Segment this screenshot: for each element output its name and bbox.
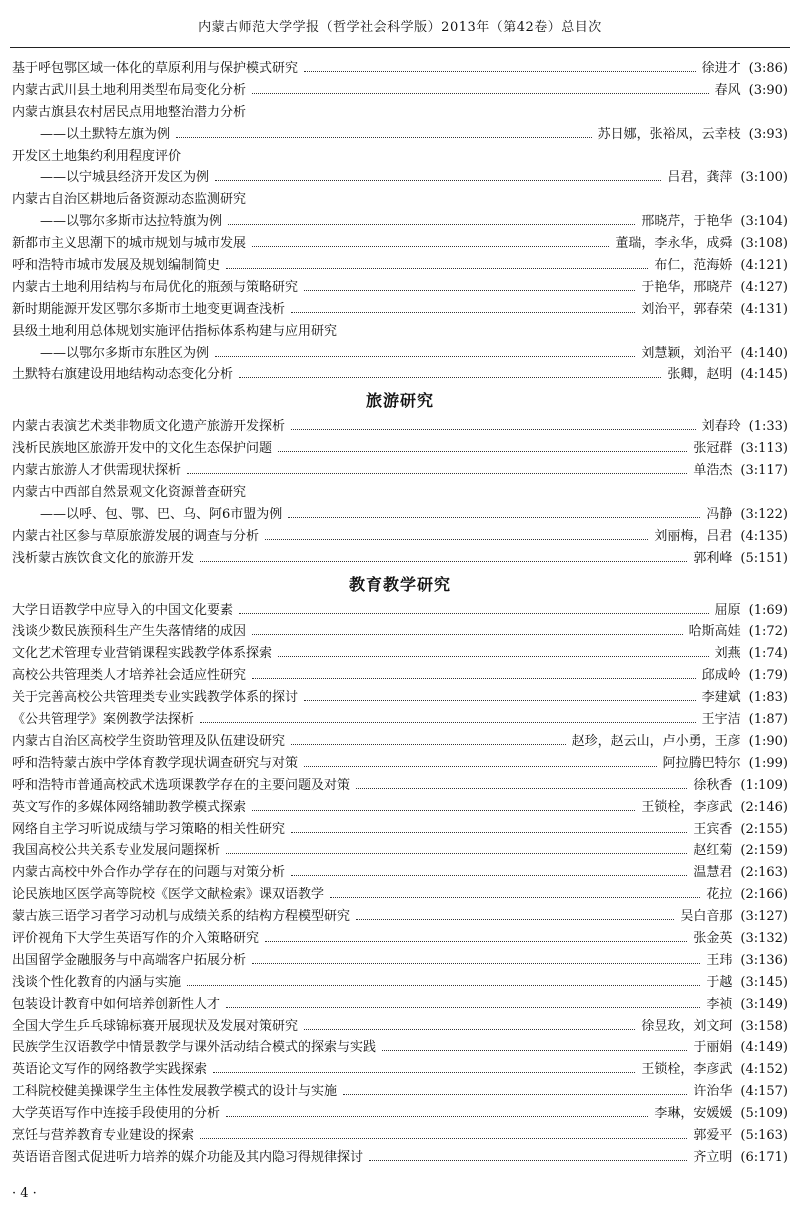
dot-leader	[213, 1064, 635, 1073]
toc-entry-authors: 温慧君	[693, 865, 733, 881]
toc-entry	[12, 416, 788, 438]
toc-entry-title: 基于呼包鄂区域一体化的草原利用与保护模式研究	[12, 61, 299, 76]
toc-entry-authors: 徐秋香	[693, 777, 733, 793]
toc-entry-authors: 布仁，范海娇	[654, 258, 733, 274]
toc-entry-authors: 刘燕	[714, 646, 741, 662]
dot-leader	[291, 304, 635, 313]
toc-entry-issue-page: (3:104)	[740, 214, 788, 230]
dot-leader	[382, 1042, 687, 1051]
toc-entry-title: 浅析蒙古族饮食文化的旅游开发	[12, 550, 195, 566]
toc-entry-title: 内蒙古表演艺术类非物质文化遗产旅游开发探析	[12, 419, 286, 435]
toc-entry-title: 评价视角下大学生英语写作的介入策略研究	[12, 930, 260, 946]
toc-entry-authors: 李建斌	[701, 690, 741, 706]
toc-entry-authors: 刘慧颖，刘治平	[641, 345, 733, 361]
toc-entry	[12, 950, 788, 972]
toc-entry-issue-page: (4:135)	[740, 528, 788, 544]
toc-entry-title: 浅谈个性化教育的内涵与实施	[12, 974, 182, 990]
toc-entry-issue-page: (4:145)	[740, 367, 788, 383]
dot-leader	[369, 1152, 687, 1161]
toc-entry-authors: 赵红菊	[693, 843, 733, 859]
toc-entry-title: 浅谈少数民族预科生产生失落情绪的成因	[12, 624, 247, 640]
toc-entry-issue-page: (1:90)	[748, 733, 788, 749]
toc-entry	[12, 1103, 788, 1125]
running-header: 内蒙古师范大学学报（哲学社会科学版）2013年（第42卷）总目次	[198, 20, 602, 35]
toc-entry	[12, 1059, 788, 1081]
dot-leader	[252, 238, 609, 247]
toc-entry-title: 浅析民族地区旅游开发中的文化生态保护问题	[12, 441, 273, 457]
toc-entry	[12, 994, 788, 1016]
toc-entry-issue-page: (1:72)	[748, 624, 788, 640]
toc-entry	[12, 1147, 788, 1169]
toc-entry	[12, 906, 788, 928]
toc-entry-title: 工科院校健美操课学生主体性发展教学模式的设计与实施	[12, 1084, 338, 1100]
toc-entry-authors: 刘春玲	[701, 419, 741, 435]
toc-entry-authors: 阿拉腾巴特尔	[662, 755, 741, 771]
toc-entry-title: 民族学生汉语教学中情景教学与课外活动结合模式的探索与实践	[12, 1040, 377, 1056]
toc-entry-title: 呼和浩特蒙古族中学体育教学现状调查研究与对策	[12, 755, 299, 771]
dot-leader	[291, 421, 696, 430]
toc-entry-issue-page: (3:100)	[740, 170, 788, 186]
toc-entry-title: 内蒙古武川县土地利用类型布局变化分析	[12, 82, 247, 98]
toc-entry-authors: 张金英	[693, 930, 733, 946]
toc-entry-authors: 刘丽梅，吕君	[654, 528, 733, 544]
toc-entry-authors: 许治华	[693, 1084, 733, 1100]
toc-entry	[12, 687, 788, 709]
dot-leader	[291, 736, 566, 745]
toc-entry-title: 关于完善高校公共管理类专业实践教学体系的探讨	[12, 690, 299, 706]
toc-entry-issue-page: (3:132)	[740, 930, 788, 946]
toc-entry	[12, 526, 788, 548]
toc-entry-title: 文化艺术管理专业营销课程实践教学体系探索	[12, 646, 273, 662]
toc-entry-authors: 张卿，赵明	[667, 367, 733, 383]
toc-entry-authors: 王玮	[706, 952, 733, 968]
toc-entry-title: 内蒙古土地利用结构与布局优化的瓶颈与策略研究	[12, 279, 299, 295]
toc-entry	[12, 862, 788, 884]
toc-entry-title: 呼和浩特市普通高校武术选项课教学存在的主要问题及对策	[12, 777, 351, 793]
toc-entry-authors: 张冠群	[693, 441, 733, 457]
dot-leader	[252, 670, 696, 679]
toc-entry-authors: 冯静	[706, 506, 733, 522]
toc-entry-issue-page: (1:74)	[748, 646, 788, 662]
toc-entry-issue-page: (3:149)	[740, 996, 788, 1012]
toc-entry-title: 英语论文写作的网络教学实践探索	[12, 1062, 208, 1078]
toc-entry-issue-page: (3:117)	[740, 463, 788, 479]
toc-entry-issue-page: (2:163)	[740, 865, 788, 881]
dot-leader	[226, 1108, 648, 1117]
toc-entry-issue-page: (1:109)	[740, 777, 788, 793]
toc-entry-title: 呼和浩特市城市发展及规划编制简史	[12, 258, 221, 274]
toc-entry-issue-page: (3:122)	[740, 506, 788, 522]
toc-entry-title: 内蒙古高校中外合作办学存在的问题与对策分析	[12, 865, 286, 881]
dot-leader	[252, 626, 683, 635]
toc-entry	[12, 1081, 788, 1103]
toc-entry-title: 大学日语教学中应导入的中国文化要素	[12, 602, 234, 618]
toc-entry	[12, 928, 788, 950]
dot-leader	[226, 845, 687, 854]
toc-entry-authors: 齐立明	[693, 1149, 733, 1165]
dot-leader	[291, 867, 687, 876]
dot-leader	[343, 1086, 687, 1095]
dot-leader	[304, 758, 657, 767]
toc-entry-subtitle: ——以宁城县经济开发区为例	[40, 170, 210, 186]
toc-entry-issue-page: (3:136)	[740, 952, 788, 968]
dot-leader	[200, 553, 687, 562]
toc-entry-authors: 李琳，安媛媛	[654, 1106, 733, 1122]
dot-leader	[252, 85, 709, 94]
toc-entry-title: 高校公共管理类人才培养社会适应性研究	[12, 668, 247, 684]
toc-entry-title: 土默特右旗建设用地结构动态变化分析	[12, 367, 234, 383]
toc-entry-issue-page: (3:93)	[748, 126, 788, 142]
toc-entry-authors: 邢晓芹，于艳华	[641, 214, 733, 230]
toc-entry	[12, 364, 788, 386]
toc-entry-issue-page: (1:87)	[748, 712, 788, 728]
toc-entry	[12, 972, 788, 994]
toc-entry	[12, 600, 788, 622]
toc-entry	[12, 299, 788, 321]
dot-leader	[187, 977, 700, 986]
dot-leader	[176, 129, 592, 138]
toc-entry	[12, 58, 788, 80]
toc-entry-issue-page: (4:131)	[740, 301, 788, 317]
section-heading: 旅游研究	[365, 391, 434, 411]
toc-entry-authors: 哈斯高娃	[688, 624, 741, 640]
toc-entry	[12, 1125, 788, 1147]
dot-leader	[215, 172, 661, 181]
toc-entry-authors: 于越	[706, 974, 733, 990]
toc-entry-authors: 徐昱玫，刘文珂	[641, 1018, 733, 1034]
toc-entry	[12, 643, 788, 665]
toc-entry-issue-page: (4:157)	[740, 1084, 788, 1100]
toc-entry-title: 大学英语写作中连接手段使用的分析	[12, 1106, 221, 1122]
toc-entry-issue-page: (4:149)	[740, 1040, 788, 1056]
toc-entry	[12, 211, 788, 233]
toc-title-line: 开发区土地集约利用程度评价	[12, 148, 182, 164]
toc-entry-issue-page: (6:171)	[740, 1149, 788, 1165]
toc-entry-title: 烹饪与营养教育专业建设的探索	[12, 1127, 195, 1143]
toc-entry-authors: 吕君，龚萍	[667, 170, 733, 186]
toc-entry-issue-page: (1:99)	[748, 755, 788, 771]
toc-entry-issue-page: (2:166)	[740, 887, 788, 903]
dot-leader	[288, 509, 700, 518]
toc-entry	[12, 665, 788, 687]
toc-entry-title: 《公共管理学》案例教学法探析	[12, 712, 195, 728]
toc-entry-authors: 郭利峰	[693, 550, 733, 566]
toc-entry-authors: 春风	[714, 82, 741, 98]
page-number: · 4 ·	[12, 1186, 37, 1201]
toc-entry-authors: 王宾香	[693, 821, 733, 837]
toc-entry-title: 内蒙古旅游人才供需现状探析	[12, 463, 182, 479]
toc-title-line: 县级土地利用总体规划实施评估指标体系构建与应用研究	[12, 323, 338, 339]
toc-entry-title: 英文写作的多媒体网络辅助教学模式探索	[12, 799, 247, 815]
dot-leader	[278, 648, 709, 657]
toc-entry-authors: 徐进才	[701, 61, 741, 76]
dot-leader	[252, 955, 700, 964]
toc-entry-title: 新时期能源开发区鄂尔多斯市土地变更调查浅析	[12, 301, 286, 317]
toc-entry-issue-page: (3:158)	[740, 1018, 788, 1034]
toc-entry-issue-page: (3:145)	[740, 974, 788, 990]
toc-entry	[12, 797, 788, 819]
toc-entry-issue-page: (4:140)	[740, 345, 788, 361]
toc-entry-authors: 于艳华，邢晓芹	[641, 279, 733, 295]
toc-entry-subtitle: ——以呼、包、鄂、巴、乌、阿6市盟为例	[40, 506, 283, 522]
toc-entry	[12, 731, 788, 753]
toc-entry-issue-page: (3:86)	[748, 61, 788, 76]
dot-leader	[304, 692, 696, 701]
toc-entry-issue-page: (3:113)	[740, 441, 788, 457]
toc-entry-title: 蒙古族三语学习者学习动机与成绩关系的结构方程模型研究	[12, 909, 351, 925]
toc-entry	[12, 255, 788, 277]
toc-entry-issue-page: (1:79)	[748, 668, 788, 684]
toc-entry-issue-page: (2:146)	[740, 799, 788, 815]
toc-entry-subtitle: ——以鄂尔多斯市东胜区为例	[40, 345, 210, 361]
toc-entry-authors: 王锁栓，李彦武	[641, 799, 733, 815]
toc-entry	[12, 460, 788, 482]
toc-entry	[12, 753, 788, 775]
toc-entry	[12, 884, 788, 906]
toc-entry-title: 内蒙古社区参与草原旅游发展的调查与分析	[12, 528, 260, 544]
toc-entry-authors: 于丽娟	[693, 1040, 733, 1056]
dot-leader	[265, 933, 687, 942]
dot-leader	[304, 282, 635, 291]
toc-entry-authors: 花拉	[706, 887, 733, 903]
toc-entry	[12, 167, 788, 189]
toc-entry-title: 全国大学生乒乓球锦标赛开展现状及发展对策研究	[12, 1018, 299, 1034]
dot-leader	[265, 531, 648, 540]
dot-leader	[226, 999, 700, 1008]
toc-entry	[12, 621, 788, 643]
toc-entry-title: 包装设计教育中如何培养创新性人才	[12, 996, 221, 1012]
toc-entry-issue-page: (3:127)	[740, 909, 788, 925]
toc-entry-issue-page: (4:152)	[740, 1062, 788, 1078]
toc-entry	[12, 819, 788, 841]
toc-entry	[12, 277, 788, 299]
dot-leader	[304, 1021, 635, 1030]
toc-entry-issue-page: (5:163)	[740, 1127, 788, 1143]
toc-entry-authors: 吴白音那	[680, 909, 733, 925]
dot-leader	[356, 780, 687, 789]
toc-entry-title: 新都市主义思潮下的城市规划与城市发展	[12, 236, 247, 252]
dot-leader	[304, 63, 696, 72]
toc-entry-authors: 单浩杰	[693, 463, 733, 479]
dot-leader	[239, 369, 661, 378]
dot-leader	[226, 260, 648, 269]
toc-entry	[12, 548, 788, 570]
toc-entry	[12, 124, 788, 146]
toc-entry-authors: 董瑞，李永华，成舜	[615, 236, 733, 252]
toc-entry-issue-page: (1:33)	[748, 419, 788, 435]
table-of-contents	[12, 58, 788, 1169]
toc-entry-title: 我国高校公共关系专业发展问题探析	[12, 843, 221, 859]
dot-leader	[187, 465, 687, 474]
dot-leader	[200, 1130, 687, 1139]
toc-entry-authors: 王锁栓，李彦武	[641, 1062, 733, 1078]
toc-entry-authors: 王宇洁	[701, 712, 741, 728]
toc-entry-title: 论民族地区医学高等院校《医学文献检索》课双语教学	[12, 887, 325, 903]
toc-entry-subtitle: ——以土默特左旗为例	[40, 126, 171, 142]
dot-leader	[252, 802, 635, 811]
toc-entry-issue-page: (4:121)	[740, 258, 788, 274]
toc-entry-issue-page: (4:127)	[740, 279, 788, 295]
toc-entry-issue-page: (1:69)	[748, 602, 788, 618]
toc-entry-authors: 苏日娜，张裕凤，云幸枝	[597, 126, 741, 142]
toc-entry	[12, 233, 788, 255]
toc-entry-authors: 邱成岭	[701, 668, 741, 684]
dot-leader	[200, 714, 696, 723]
toc-entry	[12, 840, 788, 862]
toc-entry-issue-page: (2:155)	[740, 821, 788, 837]
toc-entry	[12, 1016, 788, 1038]
toc-entry-authors: 赵珍，赵云山，卢小勇，王彦	[571, 733, 741, 749]
dot-leader	[228, 216, 635, 225]
section-heading: 教育教学研究	[348, 574, 451, 594]
toc-entry-title: 出国留学金融服务与中高端客户拓展分析	[12, 952, 247, 968]
dot-leader	[330, 889, 700, 898]
toc-entry	[12, 80, 788, 102]
toc-entry	[12, 343, 788, 365]
header-rule	[10, 47, 790, 48]
toc-entry-title: 内蒙古自治区高校学生资助管理及队伍建设研究	[12, 733, 286, 749]
toc-entry-issue-page: (5:151)	[740, 550, 788, 566]
toc-entry-subtitle: ——以鄂尔多斯市达拉特旗为例	[40, 214, 223, 230]
toc-entry-title: 网络自主学习听说成绩与学习策略的相关性研究	[12, 821, 286, 837]
toc-entry	[12, 709, 788, 731]
dot-leader	[215, 348, 635, 357]
dot-leader	[356, 911, 674, 920]
toc-entry-issue-page: (3:90)	[748, 82, 788, 98]
toc-entry-issue-page: (3:108)	[740, 236, 788, 252]
toc-entry-issue-page: (5:109)	[740, 1106, 788, 1122]
toc-entry	[12, 504, 788, 526]
toc-title-line: 内蒙古中西部自然景观文化资源普查研究	[12, 485, 247, 501]
dot-leader	[291, 824, 687, 833]
toc-entry-authors: 李祯	[706, 996, 733, 1012]
dot-leader	[239, 605, 709, 614]
toc-entry	[12, 438, 788, 460]
toc-entry-authors: 刘治平，郭春荣	[641, 301, 733, 317]
toc-entry-issue-page: (2:159)	[740, 843, 788, 859]
toc-entry-issue-page: (1:83)	[748, 690, 788, 706]
toc-entry	[12, 1037, 788, 1059]
toc-entry-title: 英语语音图式促进听力培养的媒介功能及其内隐习得规律探讨	[12, 1149, 364, 1165]
toc-entry-authors: 郭爱平	[693, 1127, 733, 1143]
toc-entry	[12, 775, 788, 797]
toc-title-line: 内蒙古自治区耕地后备资源动态监测研究	[12, 192, 247, 208]
dot-leader	[278, 443, 687, 452]
toc-title-line: 内蒙古旗县农村居民点用地整治潜力分析	[12, 104, 247, 120]
toc-entry-authors: 屈原	[714, 602, 741, 618]
